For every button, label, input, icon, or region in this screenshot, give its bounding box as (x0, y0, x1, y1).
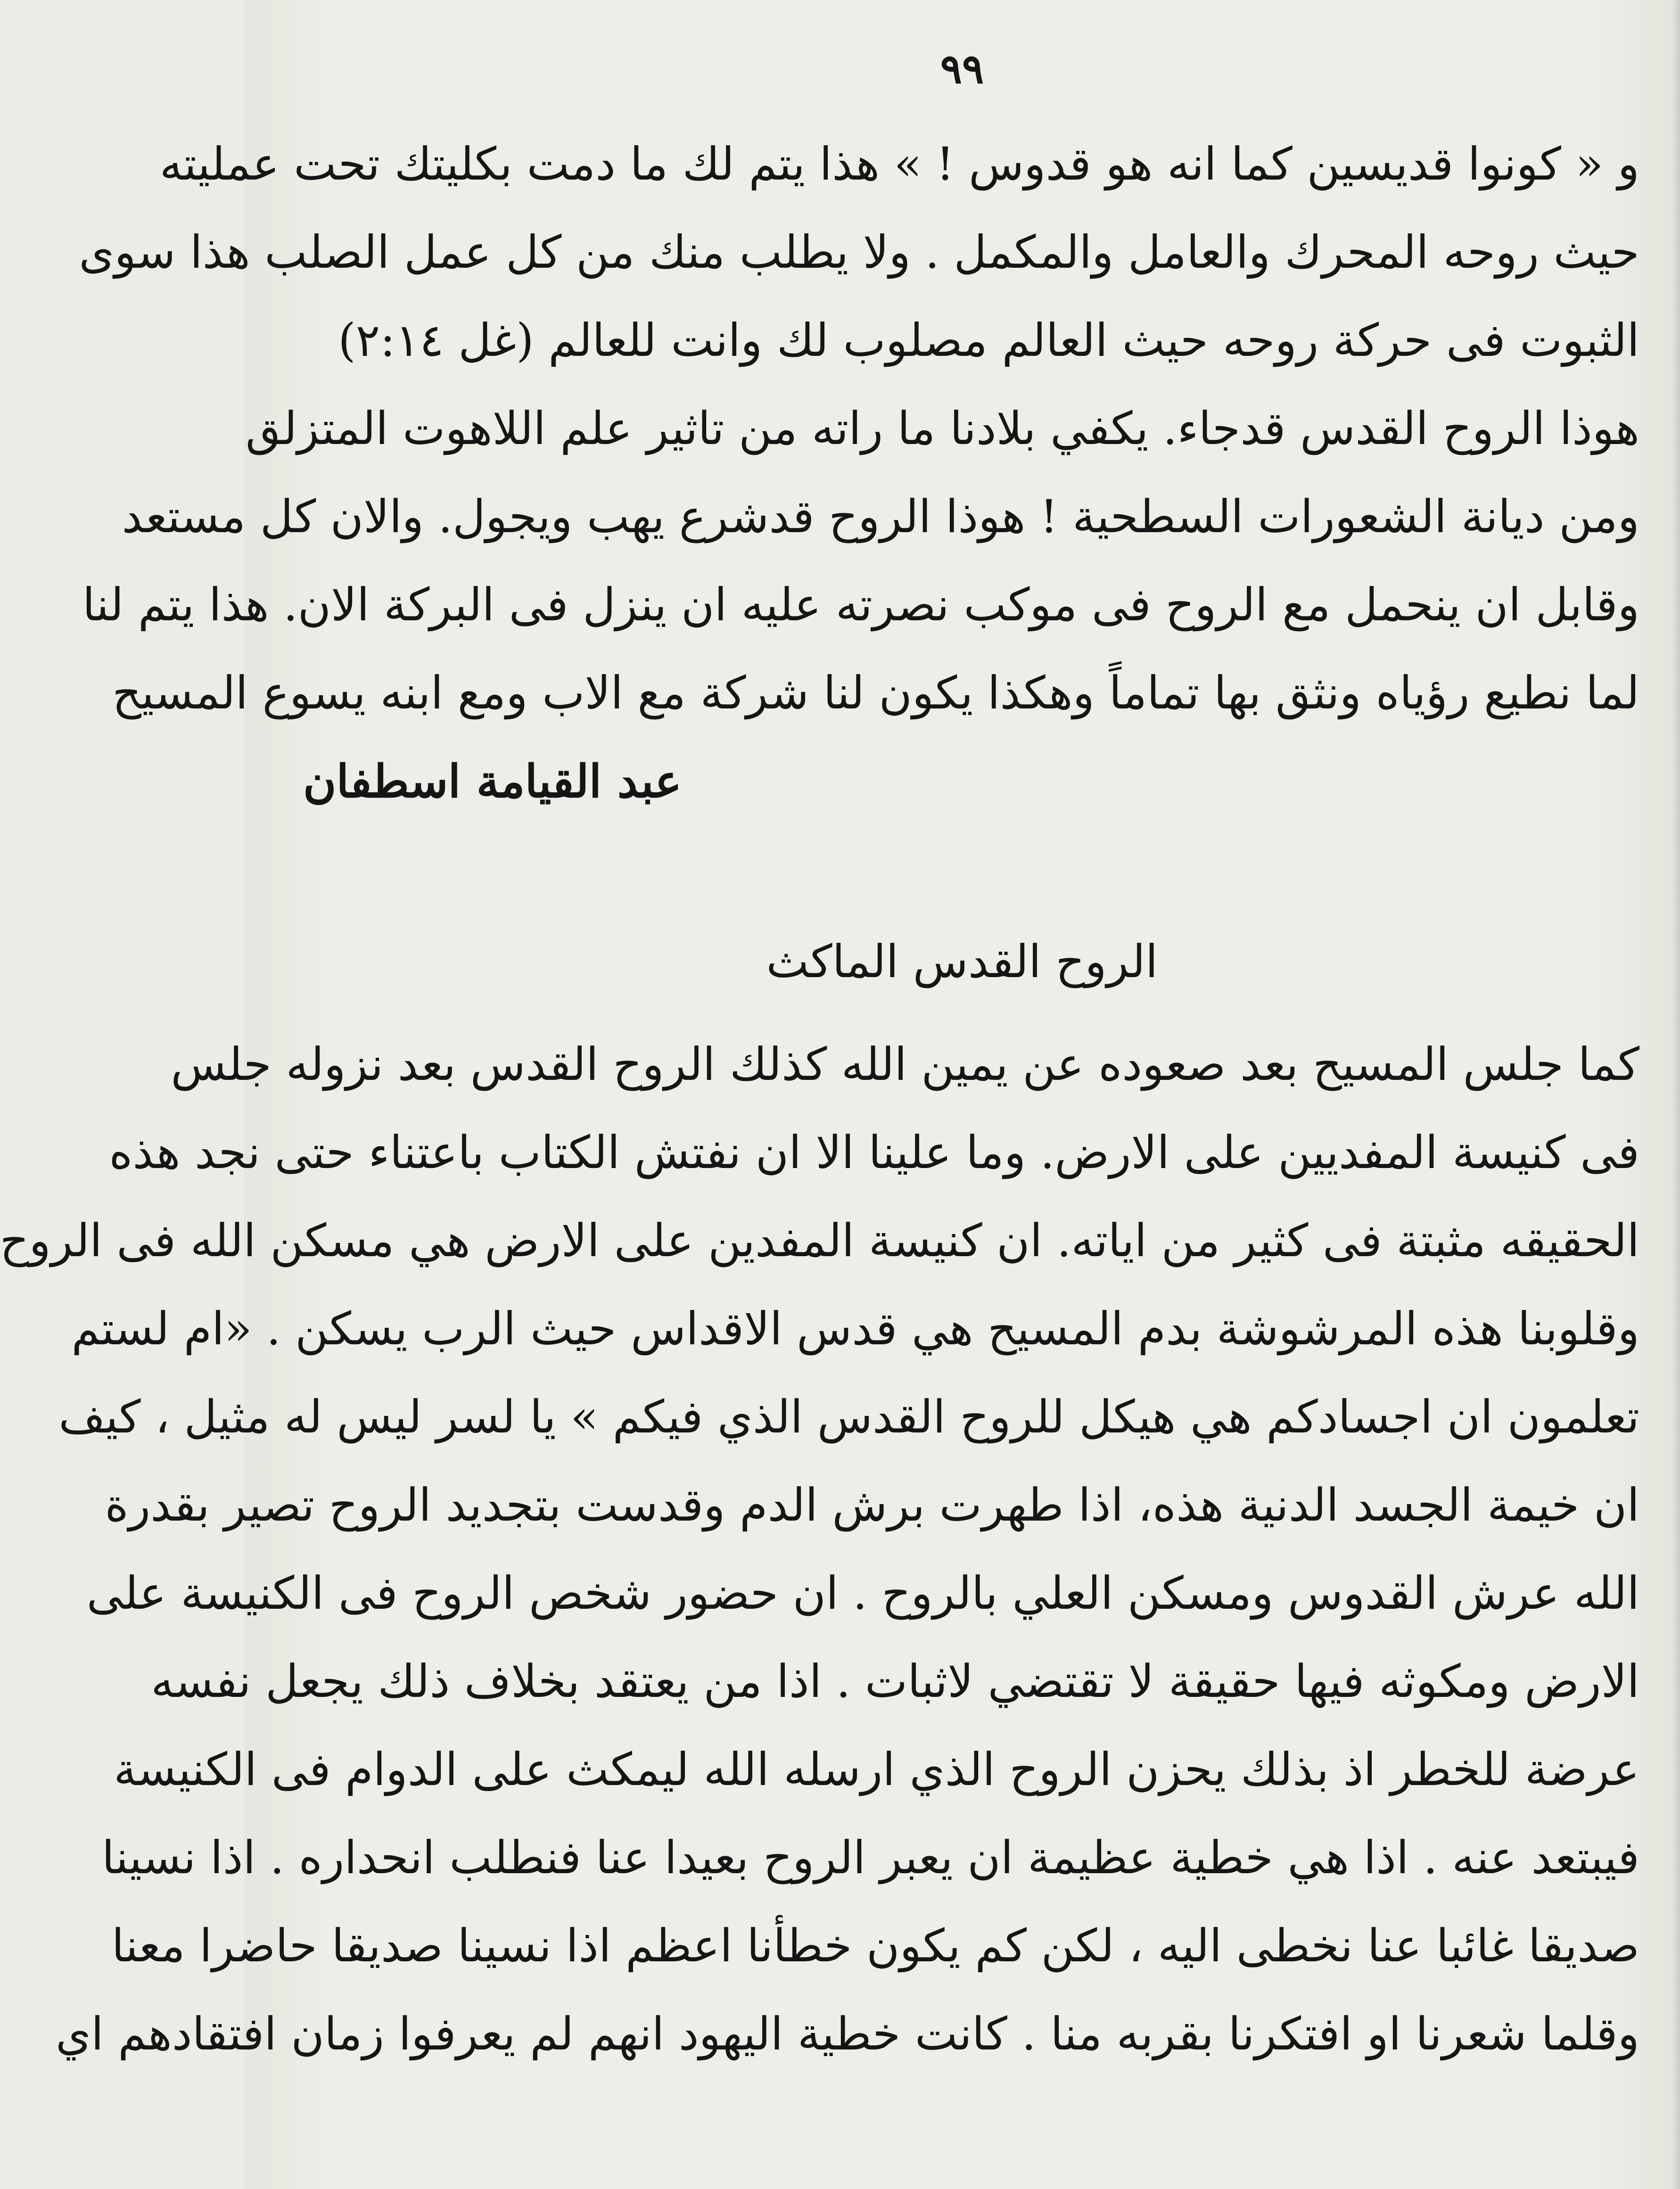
text-line: وقلما شعرنا او افتكرنا بقربه منا . كانت خطية اليهود انهم لم يعرفوا زمان افتقادهم اي (55, 2008, 1639, 2060)
paragraph-block-bottom (0, 1020, 1639, 2078)
text-line: صديقا غائبا عنا نخطى اليه ، لكن كم يكون خطأنا اعظم اذا نسينا صديقا حاضرا معنا (111, 1919, 1639, 1972)
text-line: كما جلس المسيح بعد صعوده عن يمين الله كذلك الروح القدس بعد نزوله جلس (171, 1038, 1639, 1091)
text-line: الارض ومكوثه فيها حقيقة لا تقتضي لاثبات . اذا من يعتقد بخلاف ذلك يجعل نفسه (151, 1655, 1639, 1708)
text-line: عرضة للخطر اذ بذلك يحزن الروح الذي ارسله الله ليمكث على الدوام فى الكنيسة (114, 1743, 1639, 1796)
text-line: لما نطيع رؤياه ونثق بها تماماً وهكذا يكون لنا شركة مع الاب ومع ابنه يسوع المسيح (112, 667, 1639, 719)
author-signature: عبد القيامة اسطفان (303, 755, 682, 808)
paragraph-block-top (79, 120, 1639, 825)
text-line: ومن ديانة الشعورات السطحية ! هوذا الروح قدشرع يهب ويجول. والان كل مستعد (122, 490, 1639, 543)
text-line: فيبتعد عنه . اذا هي خطية عظيمة ان يعبر الروح بعيدا عنا فنطلب انحداره . اذا نسينا (101, 1831, 1639, 1884)
text-line: حيث روحه المحرك والعامل والمكمل . ولا يطلب منك من كل عمل الصلب هذا سوى (79, 226, 1639, 279)
text-line: الثبوت فى حركة روحه حيث العالم مصلوب لك وانت للعالم (غل ٢:١٤) (338, 314, 1639, 367)
text-line: وقابل ان ينحمل مع الروح فى موكب نصرته عليه ان ينزل فى البركة الان. هذا يتم لنا (82, 578, 1639, 631)
section-heading: الروح القدس الماكث (766, 935, 1158, 988)
text-line: الحقيقه مثبتة فى كثير من اياته. ان كنيسة المفدين على الارض هي مسكن الله فى الروح (0, 1214, 1639, 1267)
text-line: الله عرش القدوس ومسكن العلي بالروح . ان حضور شخص الروح فى الكنيسة على (86, 1567, 1639, 1620)
text-line: ان خيمة الجسد الدنية هذه، اذا طهرت برش الدم وقدست بتجديد الروح تصير بقدرة (105, 1479, 1639, 1531)
page-number: ٩٩ (940, 45, 984, 93)
text-line: فى كنيسة المفديين على الارض. وما علينا الا ان نفتش الكتاب باعتناء حتى نجد هذه (109, 1126, 1639, 1179)
page-edge-shadow (1672, 0, 1680, 2189)
text-line: و « كونوا قديسين كما انه هو قدوس ! » هذا يتم لك ما دمت بكليتك تحت عمليته (159, 138, 1639, 190)
text-line: هوذا الروح القدس قدجاء. يكفي بلادنا ما راته من تاثير علم اللاهوت المتزلق (245, 402, 1639, 455)
text-line: وقلوبنا هذه المرشوشة بدم المسيح هي قدس الاقداس حيث الرب يسكن . «ام لستم (71, 1302, 1639, 1355)
text-line: تعلمون ان اجسادكم هي هيكل للروح القدس الذي فيكم » يا لسر ليس له مثيل ، كيف (58, 1391, 1639, 1443)
